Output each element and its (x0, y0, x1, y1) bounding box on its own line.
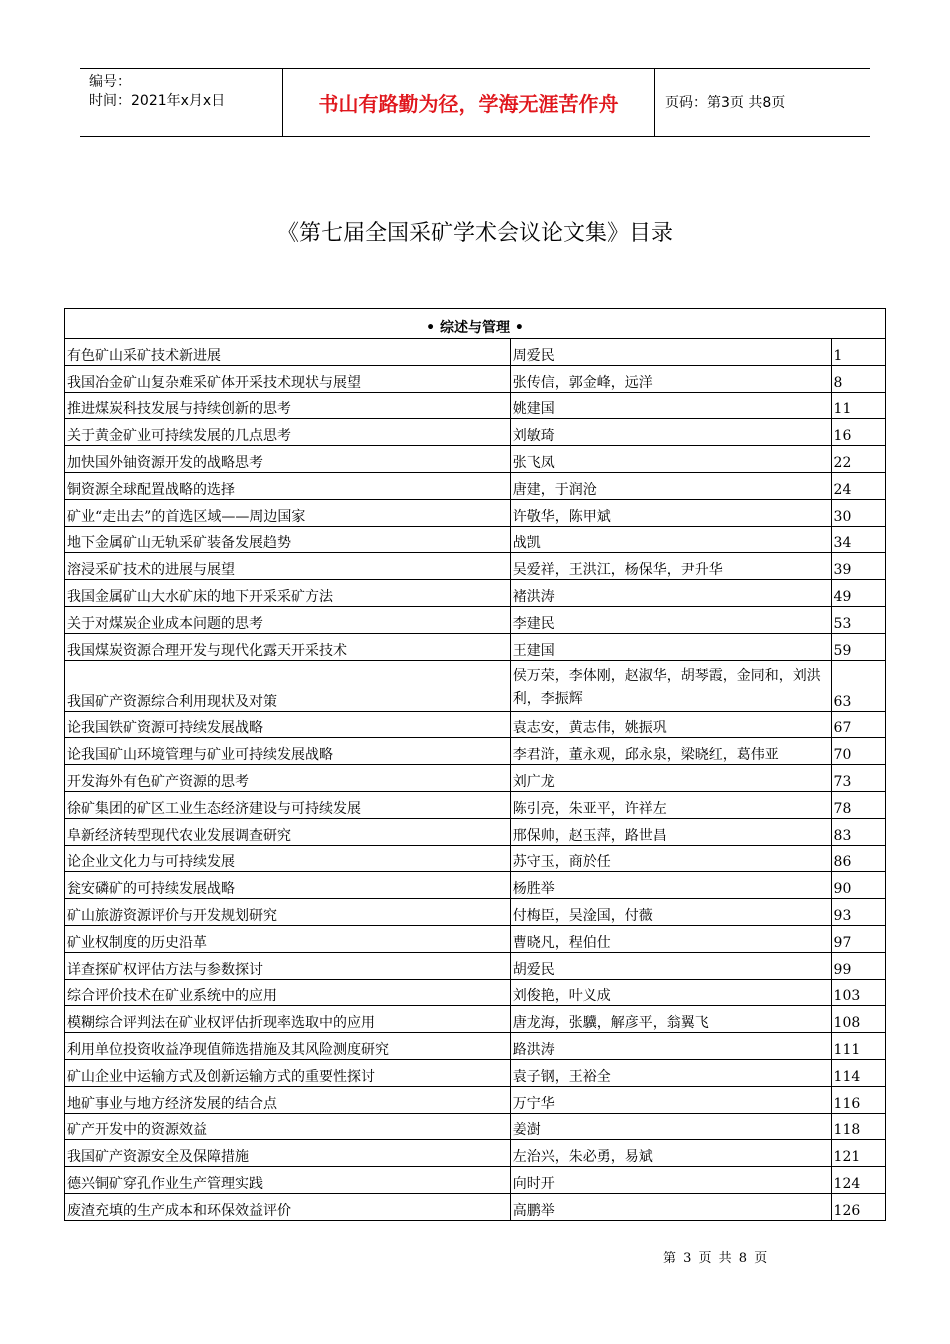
toc-entry-page: 103 (831, 979, 885, 1006)
toc-entry-title: 利用单位投资收益净现值筛选措施及其风险测度研究 (65, 1033, 511, 1060)
toc-row (65, 1113, 886, 1140)
toc-row (65, 872, 886, 899)
toc-entry-title: 矿产开发中的资源效益 (65, 1113, 511, 1140)
toc-entry-page: 73 (831, 765, 885, 792)
toc-row (65, 925, 886, 952)
toc-entry-title: 模糊综合评判法在矿业权评估折现率选取中的应用 (65, 1006, 511, 1033)
toc-entry-authors: 张飞凤 (510, 446, 831, 473)
toc-entry-page: 118 (831, 1113, 885, 1140)
toc-entry-title: 地矿事业与地方经济发展的结合点 (65, 1086, 511, 1113)
toc-row (65, 1193, 886, 1220)
toc-row (65, 472, 886, 499)
toc-row (65, 580, 886, 607)
toc-entry-page: 90 (831, 872, 885, 899)
toc-entry-authors: 李建民 (510, 606, 831, 633)
toc-entry-page: 97 (831, 925, 885, 952)
toc-entry-page: 108 (831, 1006, 885, 1033)
toc-entry-page: 11 (831, 392, 885, 419)
toc-row (65, 365, 886, 392)
toc-entry-page: 8 (831, 365, 885, 392)
toc-entry-title: 瓮安磷矿的可持续发展战略 (65, 872, 511, 899)
toc-section-title: • 综述与管理 • (65, 309, 886, 339)
toc-entry-authors: 曹晓凡，程伯仕 (510, 925, 831, 952)
toc-entry-page: 39 (831, 553, 885, 580)
toc-entry-authors: 付梅臣，吴淦国，付薇 (510, 899, 831, 926)
document-title: 《第七届全国采矿学术会议论文集》目录 (276, 221, 673, 246)
toc-row (65, 392, 886, 419)
toc-entry-title: 我国冶金矿山复杂难采矿体开采技术现状与展望 (65, 365, 511, 392)
toc-entry-page: 67 (831, 711, 885, 738)
toc-row (65, 845, 886, 872)
footer-page-number: 第 3 页 共 8 页 (663, 1251, 768, 1266)
toc-row (65, 499, 886, 526)
toc-entry-title: 论我国铁矿资源可持续发展战略 (65, 711, 511, 738)
toc-entry-authors: 袁子钢，王裕全 (510, 1059, 831, 1086)
toc-row (65, 553, 886, 580)
header-meta (80, 68, 282, 136)
toc-entry-title: 我国矿产资源安全及保障措施 (65, 1140, 511, 1167)
toc-entry-authors: 陈引亮，朱亚平，许祥左 (510, 791, 831, 818)
toc-entry-title: 地下金属矿山无轨采矿装备发展趋势 (65, 526, 511, 553)
toc-row (65, 818, 886, 845)
toc-entry-page: 111 (831, 1033, 885, 1060)
toc-entry-authors: 袁志安，黄志伟，姚振巩 (510, 711, 831, 738)
toc-entry-title: 铜资源全球配置战略的选择 (65, 472, 511, 499)
toc-entry-title: 我国煤炭资源合理开发与现代化露天开采技术 (65, 633, 511, 660)
toc-entry-title: 关于对煤炭企业成本问题的思考 (65, 606, 511, 633)
toc-entry-title: 徐矿集团的矿区工业生态经济建设与可持续发展 (65, 791, 511, 818)
toc-entry-authors: 李君浒，董永观，邱永泉，梁晓红，葛伟亚 (510, 738, 831, 765)
toc-entry-authors: 许敬华，陈甲斌 (510, 499, 831, 526)
document-number-label: 编号： (89, 74, 131, 90)
toc-entry-title: 论企业文化力与可持续发展 (65, 845, 511, 872)
toc-row (65, 791, 886, 818)
toc-entry-title: 德兴铜矿穿孔作业生产管理实践 (65, 1167, 511, 1194)
toc-entry-page: 22 (831, 446, 885, 473)
toc-entry-page: 114 (831, 1059, 885, 1086)
toc-entry-title: 我国金属矿山大水矿床的地下开采采矿方法 (65, 580, 511, 607)
toc-entry-authors: 侯万荣，李体刚，赵淑华，胡琴霞，金同和，刘洪利，李振辉 (510, 660, 831, 711)
toc-row (65, 1033, 886, 1060)
header-bottom-rule (80, 136, 870, 137)
toc-row (65, 1059, 886, 1086)
toc-entry-authors: 褚洪涛 (510, 580, 831, 607)
toc-entry-page: 93 (831, 899, 885, 926)
toc-entry-title: 我国矿产资源综合利用现状及对策 (65, 660, 511, 711)
toc-row (65, 1167, 886, 1194)
toc-row (65, 952, 886, 979)
toc-entry-page: 53 (831, 606, 885, 633)
toc-entry-title: 加快国外铀资源开发的战略思考 (65, 446, 511, 473)
toc-row (65, 606, 886, 633)
toc-row (65, 738, 886, 765)
toc-entry-authors: 万宁华 (510, 1086, 831, 1113)
toc-row (65, 660, 886, 711)
toc-entry-title: 废渣充填的生产成本和环保效益评价 (65, 1193, 511, 1220)
toc-table (64, 308, 886, 1221)
toc-row (65, 899, 886, 926)
toc-entry-page: 78 (831, 791, 885, 818)
toc-entry-authors: 吴爱祥，王洪江，杨保华，尹升华 (510, 553, 831, 580)
toc-entry-page: 63 (831, 660, 885, 711)
toc-entry-title: 矿业“走出去”的首选区域——周边国家 (65, 499, 511, 526)
toc-entry-page: 86 (831, 845, 885, 872)
toc-row (65, 1086, 886, 1113)
toc-entry-authors: 姚建国 (510, 392, 831, 419)
toc-entry-authors: 向时开 (510, 1167, 831, 1194)
toc-entry-page: 121 (831, 1140, 885, 1167)
toc-entry-title: 详查探矿权评估方法与参数探讨 (65, 952, 511, 979)
document-time-label: 时间：2021年x月x日 (89, 93, 226, 109)
header-motto: 书山有路勤为径，学海无涯苦作舟 (282, 68, 655, 136)
toc-entry-page: 59 (831, 633, 885, 660)
toc-entry-page: 124 (831, 1167, 885, 1194)
toc-entry-authors: 高鹏举 (510, 1193, 831, 1220)
toc-row (65, 339, 886, 366)
toc-entry-authors: 路洪涛 (510, 1033, 831, 1060)
toc-entry-authors: 战凯 (510, 526, 831, 553)
toc-entry-title: 矿山企业中运输方式及创新运输方式的重要性探讨 (65, 1059, 511, 1086)
toc-entry-title: 矿业权制度的历史沿革 (65, 925, 511, 952)
toc-entry-authors: 杨胜举 (510, 872, 831, 899)
toc-row (65, 446, 886, 473)
toc-entry-authors: 张传信，郭金峰，远洋 (510, 365, 831, 392)
toc-entry-authors: 周爱民 (510, 339, 831, 366)
toc-entry-page: 49 (831, 580, 885, 607)
toc-row (65, 633, 886, 660)
toc-entry-title: 推进煤炭科技发展与持续创新的思考 (65, 392, 511, 419)
toc-row (65, 419, 886, 446)
toc-entry-title: 关于黄金矿业可持续发展的几点思考 (65, 419, 511, 446)
toc-entry-page: 34 (831, 526, 885, 553)
toc-row (65, 765, 886, 792)
toc-entry-page: 16 (831, 419, 885, 446)
toc-row (65, 979, 886, 1006)
toc-entry-title: 开发海外有色矿产资源的思考 (65, 765, 511, 792)
toc-entry-authors: 刘敏琦 (510, 419, 831, 446)
toc-entry-page: 99 (831, 952, 885, 979)
toc-entry-page: 116 (831, 1086, 885, 1113)
toc-entry-page: 24 (831, 472, 885, 499)
toc-entry-title: 阜新经济转型现代农业发展调查研究 (65, 818, 511, 845)
toc-entry-title: 溶浸采矿技术的进展与展望 (65, 553, 511, 580)
toc-entry-authors: 刘广龙 (510, 765, 831, 792)
toc-section-row (65, 309, 886, 339)
toc-entry-page: 30 (831, 499, 885, 526)
toc-entry-title: 矿山旅游资源评价与开发规划研究 (65, 899, 511, 926)
toc-entry-title: 综合评价技术在矿业系统中的应用 (65, 979, 511, 1006)
toc-entry-authors: 刘俊艳，叶义成 (510, 979, 831, 1006)
toc-entry-authors: 胡爱民 (510, 952, 831, 979)
toc-entry-authors: 姜澍 (510, 1113, 831, 1140)
toc-entry-page: 1 (831, 339, 885, 366)
toc-row (65, 1006, 886, 1033)
toc-entry-authors: 唐龙海，张驥，解彦平，翁翼飞 (510, 1006, 831, 1033)
toc-entry-authors: 唐建，于润沧 (510, 472, 831, 499)
toc-row (65, 526, 886, 553)
toc-entry-title: 论我国矿山环境管理与矿业可持续发展战略 (65, 738, 511, 765)
toc-entry-authors: 邢保帅，赵玉萍，路世昌 (510, 818, 831, 845)
toc-entry-authors: 王建国 (510, 633, 831, 660)
toc-entry-page: 83 (831, 818, 885, 845)
toc-row (65, 1140, 886, 1167)
toc-row (65, 711, 886, 738)
toc-entry-authors: 左治兴，朱必勇，易斌 (510, 1140, 831, 1167)
toc-entry-page: 126 (831, 1193, 885, 1220)
toc-entry-page: 70 (831, 738, 885, 765)
toc-entry-authors: 苏守玉，商於任 (510, 845, 831, 872)
toc-entry-title: 有色矿山采矿技术新进展 (65, 339, 511, 366)
header-page-info: 页码：第3页 共8页 (665, 95, 786, 111)
